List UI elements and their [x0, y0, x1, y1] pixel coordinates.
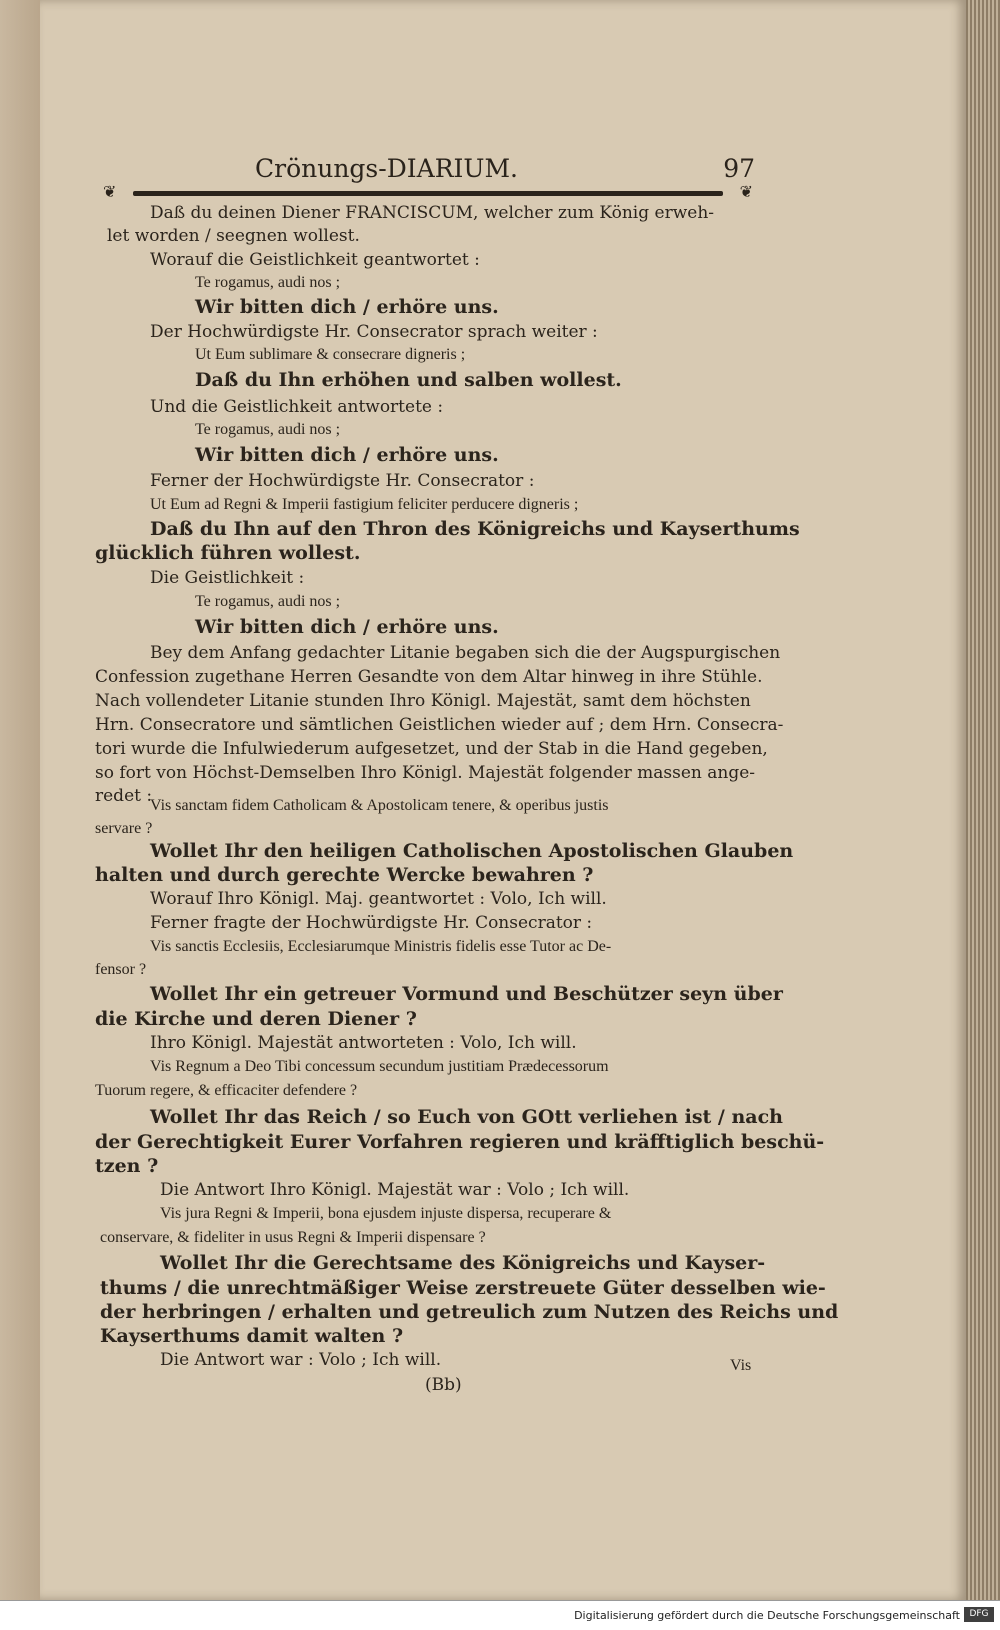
dfg-logo: DFG	[964, 1607, 994, 1622]
text-line: der Gerechtigkeit Eurer Vorfahren regieren und kräfftiglich beschü-	[95, 1131, 825, 1153]
text-line: Hrn. Consecratore und sämtlichen Geistlichen wieder auf ; dem Hrn. Consecra-	[95, 715, 784, 735]
text-line: Wollet Ihr den heiligen Catholischen Apostolischen Glauben	[150, 840, 794, 862]
text-line: Und die Geistlichkeit antwortete :	[150, 397, 444, 417]
signature-mark: (Bb)	[425, 1375, 462, 1395]
text-line: Wir bitten dich / erhöre uns.	[195, 444, 499, 466]
text-line: Bey dem Anfang gedachter Litanie begaben sich die der Augspurgischen	[150, 643, 781, 663]
text-line: Daß du deinen Diener FRANCISCUM, welcher zum König erweh-	[150, 203, 715, 223]
text-line: Worauf die Geistlichkeit geantwortet :	[150, 250, 480, 270]
running-header	[255, 154, 755, 184]
text-line: Tuorum regere, & efficaciter defendere ?	[95, 1082, 358, 1099]
text-line: Die Antwort Ihro Königl. Majestät war : Volo ; Ich will.	[160, 1180, 630, 1200]
text-line: Die Geistlichkeit :	[150, 568, 305, 588]
header-rule	[133, 191, 723, 196]
text-line: let worden / seegnen wollest.	[107, 226, 360, 246]
header-title: Crönungs-DIARIUM.	[255, 154, 519, 183]
text-line: Wir bitten dich / erhöre uns.	[195, 296, 499, 318]
text-line: Vis Regnum a Deo Tibi concessum secundum justitiam Prædecessorum	[150, 1058, 609, 1075]
text-line: tzen ?	[95, 1155, 159, 1177]
text-line: Kayserthums damit walten ?	[100, 1325, 404, 1347]
ornament-left-icon: ❦	[103, 182, 117, 201]
page-stack-edge	[966, 0, 1000, 1600]
text-line: servare ?	[95, 820, 153, 837]
text-line: Vis sanctis Ecclesiis, Ecclesiarumque Ministris fidelis esse Tutor ac De-	[150, 938, 612, 955]
text-line: Der Hochwürdigste Hr. Consecrator sprach weiter :	[150, 322, 598, 342]
text-line: Worauf Ihro Königl. Maj. geantwortet : Volo, Ich will.	[150, 889, 607, 909]
text-line: Nach vollendeter Litanie stunden Ihro Königl. Majestät, samt dem höchsten	[95, 691, 751, 711]
text-line: Ut Eum ad Regni & Imperii fastigium feliciter perducere digneris ;	[150, 496, 579, 513]
text-line: Vis sanctam fidem Catholicam & Apostolicam tenere, & operibus justis	[150, 797, 609, 814]
catchword: Vis	[730, 1357, 752, 1374]
text-line: Te rogamus, audi nos ;	[195, 593, 341, 610]
text-line: Te rogamus, audi nos ;	[195, 274, 341, 291]
text-line: Te rogamus, audi nos ;	[195, 421, 341, 438]
text-line: glücklich führen wollest.	[95, 542, 361, 564]
left-page-edge	[0, 0, 40, 1600]
text-line: tori wurde die Infulwiederum aufgesetzet, und der Stab in die Hand gegeben,	[95, 739, 768, 759]
text-line: Ferner fragte der Hochwürdigste Hr. Consecrator :	[150, 913, 593, 933]
text-line: Ut Eum sublimare & consecrare digneris ;	[195, 346, 466, 363]
text-line: Ferner der Hochwürdigste Hr. Consecrator :	[150, 471, 535, 491]
text-line: Wir bitten dich / erhöre uns.	[195, 616, 499, 638]
text-line: Wollet Ihr ein getreuer Vormund und Beschützer seyn über	[150, 983, 783, 1005]
text-line: Daß du Ihn auf den Thron des Königreichs und Kayserthums	[150, 518, 800, 540]
footer-bar	[0, 1600, 1000, 1630]
text-line: conservare, & fideliter in usus Regni & Imperii dispensare ?	[100, 1229, 486, 1246]
text-line: der herbringen / erhalten und getreulich zum Nutzen des Reichs und	[100, 1301, 839, 1323]
text-line: Confession zugethane Herren Gesandte von dem Altar hinweg in ihre Stühle.	[95, 667, 763, 687]
text-line: Daß du Ihn erhöhen und salben wollest.	[195, 369, 622, 391]
header-rule-ornament	[103, 182, 753, 201]
text-line: Wollet Ihr das Reich / so Euch von GOtt verliehen ist / nach	[150, 1106, 783, 1128]
text-line: Wollet Ihr die Gerechtsame des Königreichs und Kayser-	[160, 1252, 766, 1274]
text-line: Die Antwort war : Volo ; Ich will.	[160, 1350, 442, 1370]
footer-credit: Digitalisierung gefördert durch die Deutsche Forschungsgemeinschaft	[574, 1609, 960, 1622]
text-line: so fort von Höchst-Demselben Ihro Königl. Majestät folgender massen ange-	[95, 763, 756, 783]
text-line: halten und durch gerechte Wercke bewahren ?	[95, 864, 594, 886]
text-line: Vis jura Regni & Imperii, bona ejusdem injuste dispersa, recuperare &	[160, 1205, 612, 1222]
ornament-right-icon: ❦	[739, 182, 753, 201]
page-number: 97	[723, 154, 755, 183]
text-line: thums / die unrechtmäßiger Weise zerstreuete Güter desselben wie-	[100, 1277, 826, 1299]
text-line: die Kirche und deren Diener ?	[95, 1008, 417, 1030]
text-line: redet :	[95, 786, 153, 806]
text-line: fensor ?	[95, 961, 147, 978]
text-line: Ihro Königl. Majestät antworteten : Volo, Ich will.	[150, 1033, 577, 1053]
